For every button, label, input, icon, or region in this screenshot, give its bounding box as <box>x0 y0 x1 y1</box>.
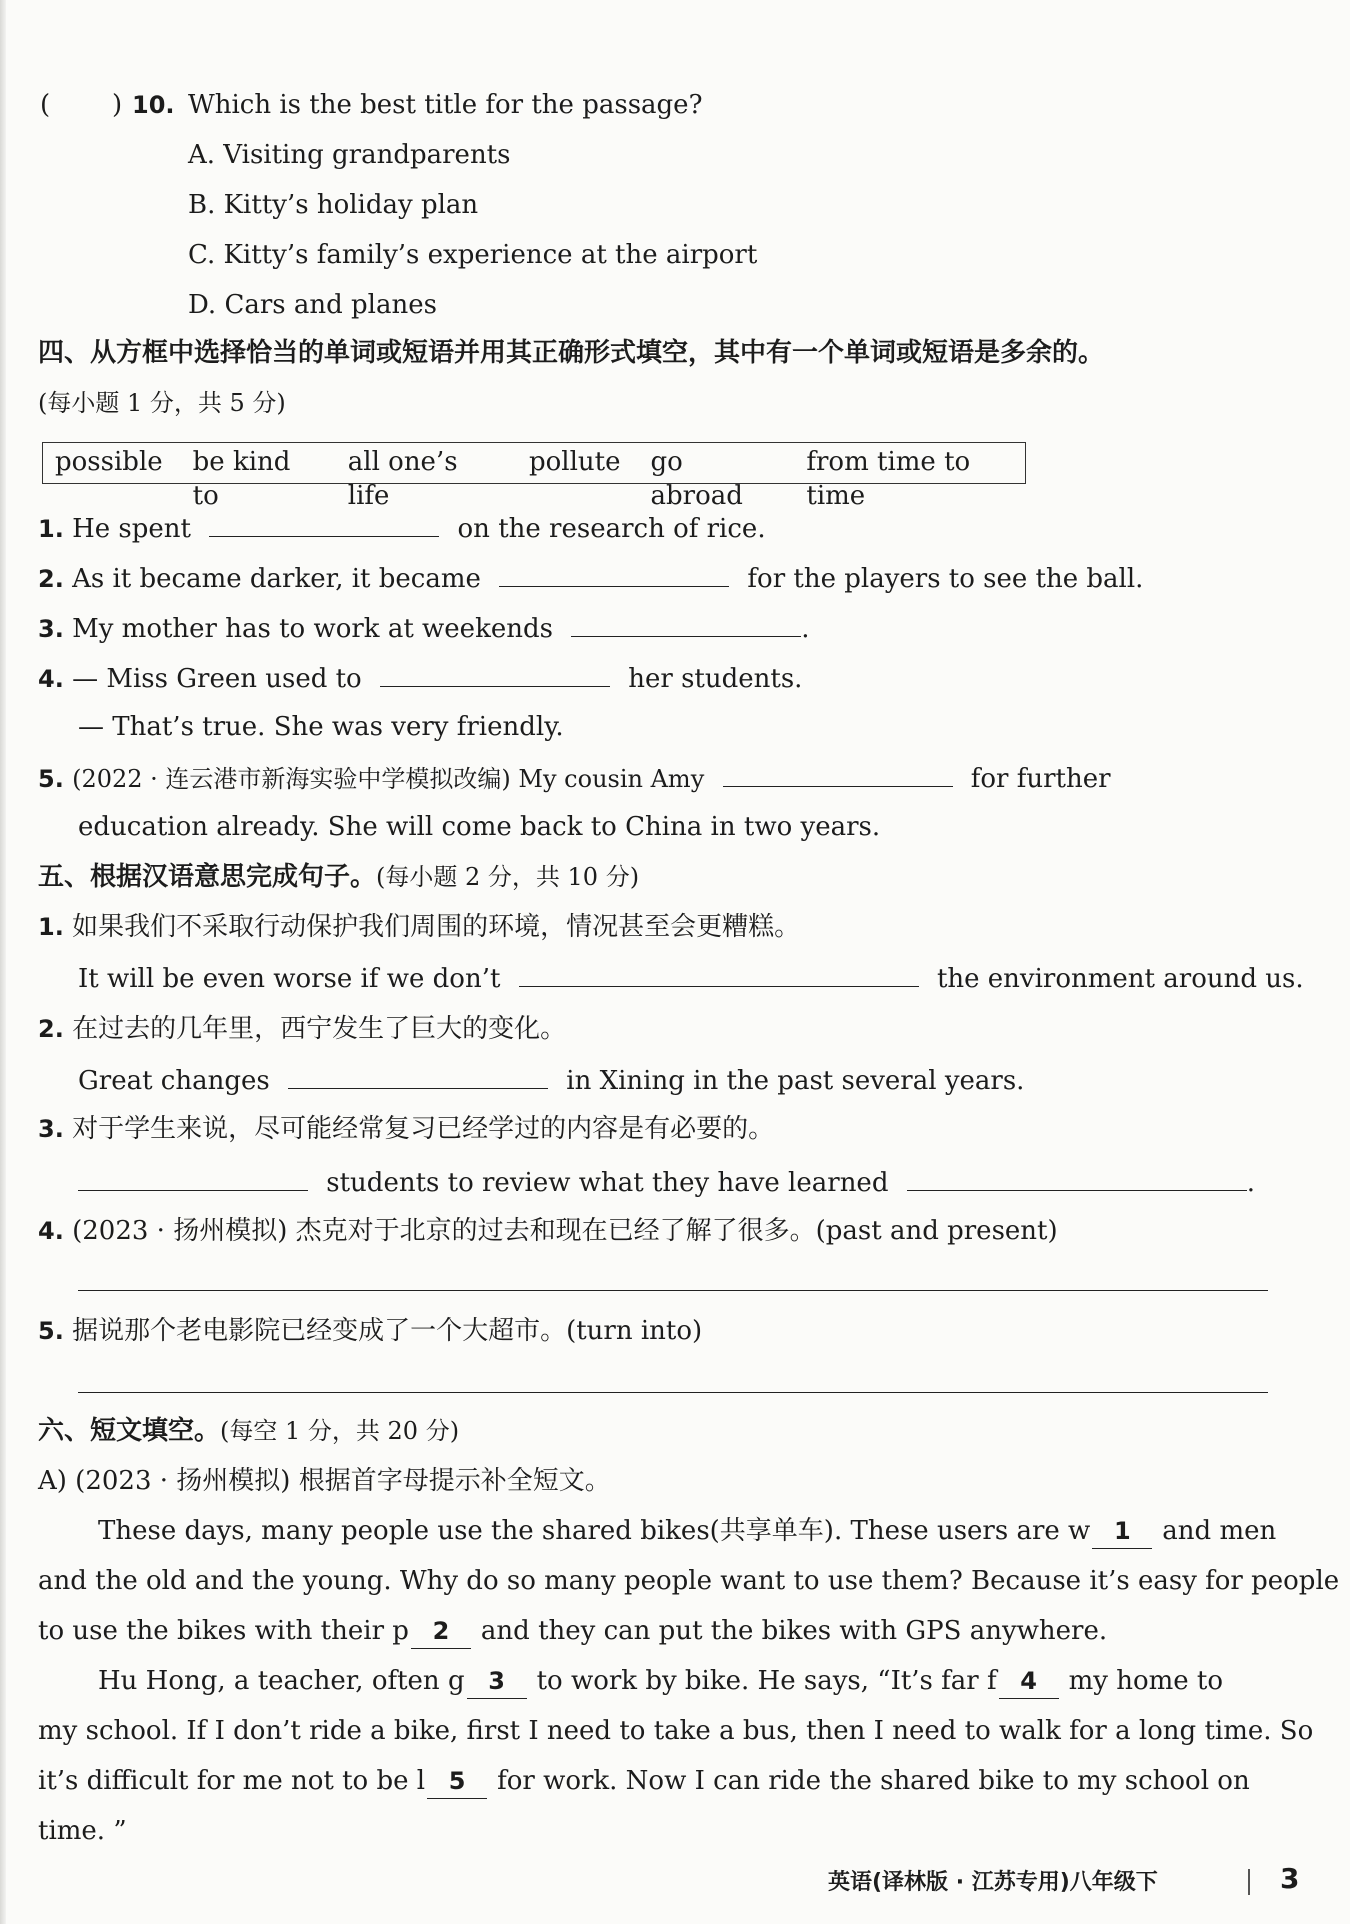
fill-blank[interactable] <box>499 560 729 587</box>
item-number: 2. <box>38 1015 64 1043</box>
item-number: 4. <box>38 665 64 693</box>
item-text-before: As it became darker, it became <box>72 564 481 594</box>
word-box <box>42 442 1026 511</box>
item-number: 3. <box>38 1115 64 1143</box>
q10-paren-close: ) <box>112 90 123 120</box>
passage-line-7: time. ” <box>38 1816 127 1846</box>
item-text-after: on the research of rice. <box>457 514 766 544</box>
word-option: all one’s life <box>347 447 458 511</box>
chinese-sentence: 对于学生来说，尽可能经常复习已经学过的内容是有必要的。 <box>72 1114 775 1144</box>
section4-score: (每小题 1 分，共 5 分) <box>38 389 286 417</box>
s4-item-1 <box>38 510 766 546</box>
fill-blank[interactable] <box>288 1062 548 1089</box>
item-number: 1. <box>38 515 64 543</box>
q10-paren-open: ( <box>40 90 51 120</box>
section6-title: 六、短文填空。 <box>38 1416 221 1446</box>
s4-item-4 <box>38 660 802 696</box>
q10-option-b: B. Kitty’s holiday plan <box>188 190 479 220</box>
page-number: 3 <box>1280 1862 1300 1895</box>
s4-item-2 <box>38 560 1143 596</box>
item-text-before: My mother has to work at weekends <box>72 614 553 644</box>
s5-item-3-zh <box>38 1112 774 1146</box>
chinese-sentence: 如果我们不采取行动保护我们周围的环境，情况甚至会更糟糕。 <box>72 912 801 942</box>
answer-line[interactable] <box>78 1392 1268 1393</box>
item-number: 2. <box>38 565 64 593</box>
s4-item-4-reply: — That’s true. She was very friendly. <box>78 712 564 742</box>
q10-number: 10. <box>132 91 175 119</box>
section5-title: 五、根据汉语意思完成句子。 <box>38 862 377 892</box>
item-number: 5. <box>38 765 64 793</box>
q10-question: Which is the best title for the passage? <box>188 90 703 120</box>
en-mid: students to review what they have learned <box>326 1168 889 1198</box>
s5-item-2-en <box>78 1062 1024 1098</box>
passage-text: it’s difficult for me not to be l <box>38 1766 426 1796</box>
fill-blank[interactable] <box>209 510 439 537</box>
s5-item-1-en <box>78 960 1304 996</box>
item-text-after: her students. <box>628 664 803 694</box>
s4-item-3 <box>38 610 809 646</box>
fill-blank[interactable] <box>907 1164 1247 1191</box>
passage-line-1 <box>98 1514 1276 1549</box>
passage-text: and men <box>1162 1516 1277 1546</box>
word-option: go abroad <box>650 447 743 511</box>
blank-1[interactable]: 1 <box>1092 1514 1152 1549</box>
fill-blank[interactable] <box>571 610 801 637</box>
blank-2[interactable]: 2 <box>411 1614 471 1649</box>
item-number: 3. <box>38 615 64 643</box>
item-text-after: . <box>801 614 810 644</box>
footer-divider <box>1248 1869 1250 1895</box>
q10-option-d: D. Cars and planes <box>188 290 437 320</box>
passage-line-6 <box>38 1764 1250 1799</box>
passage-text: These days, many people use the shared bikes(共享单车). These users are w <box>98 1516 1091 1546</box>
page-edge-shadow <box>0 0 6 1924</box>
fill-blank[interactable] <box>519 960 919 987</box>
en-after: in Xining in the past several years. <box>566 1066 1025 1096</box>
chinese-sentence: (2023 · 扬州模拟) 杰克对于北京的过去和现在已经了解了很多。(past and present) <box>72 1216 1058 1246</box>
word-option: pollute <box>528 447 621 477</box>
passage-line-2: and the old and the young. Why do so many people want to use them? Because it’s easy for people <box>38 1566 1340 1596</box>
passage-line-5: my school. If I don’t ride a bike, first I need to take a bus, then I need to walk for a long time. So <box>38 1716 1314 1746</box>
chinese-sentence: 据说那个老电影院已经变成了一个大超市。(turn into) <box>72 1316 703 1346</box>
s5-item-5-zh <box>38 1314 702 1348</box>
section5-score: (每小题 2 分，共 10 分) <box>376 863 640 891</box>
q10-option-a: A. Visiting grandparents <box>188 140 511 170</box>
item-text-before: (2022 · 连云港市新海实验中学模拟改编) My cousin Amy <box>72 765 705 793</box>
q10-option-c: C. Kitty’s family’s experience at the airport <box>188 240 758 270</box>
item-number: 1. <box>38 913 64 941</box>
chinese-sentence: 在过去的几年里，西宁发生了巨大的变化。 <box>72 1014 567 1044</box>
item-number: 5. <box>38 1317 64 1345</box>
footer-book-title: 英语(译林版 · 江苏专用)八年级下 <box>828 1870 1158 1895</box>
s5-item-4-zh <box>38 1214 1058 1248</box>
blank-3[interactable]: 3 <box>467 1664 527 1699</box>
word-option: from time to time <box>806 447 971 511</box>
item-number: 4. <box>38 1217 64 1245</box>
s4-item-5 <box>38 760 1111 796</box>
passage-text: my home to <box>1068 1666 1224 1696</box>
word-option: possible <box>55 447 163 477</box>
passage-text: and they can put the bikes with GPS anywhere. <box>480 1616 1108 1646</box>
en-before: Great changes <box>78 1066 270 1096</box>
passage-line-4 <box>98 1664 1223 1699</box>
section6-part-a: A) (2023 · 扬州模拟) 根据首字母提示补全短文。 <box>38 1466 611 1496</box>
s5-item-1-zh <box>38 910 800 944</box>
s5-item-3-en <box>78 1164 1255 1200</box>
section4-heading: 四、从方框中选择恰当的单词或短语并用其正确形式填空，其中有一个单词或短语是多余的。 <box>38 338 1105 368</box>
passage-text: to work by bike. He says, “It’s far f <box>536 1666 997 1696</box>
item-text-after: for further <box>970 764 1111 794</box>
blank-5[interactable]: 5 <box>427 1764 487 1799</box>
en-after: the environment around us. <box>936 964 1304 994</box>
item-text-before: He spent <box>72 514 191 544</box>
passage-text: to use the bikes with their p <box>38 1616 409 1646</box>
blank-4[interactable]: 4 <box>999 1664 1059 1699</box>
section6-score: (每空 1 分，共 20 分) <box>220 1417 460 1445</box>
section5-heading <box>38 860 639 894</box>
answer-line[interactable] <box>78 1290 1268 1291</box>
passage-text: for work. Now I can ride the shared bike to my school on <box>497 1766 1250 1796</box>
fill-blank[interactable] <box>380 660 610 687</box>
s4-item-5-cont: education already. She will come back to China in two years. <box>78 812 881 842</box>
passage-line-3 <box>38 1614 1107 1649</box>
s5-item-2-zh <box>38 1012 566 1046</box>
section6-heading <box>38 1414 459 1448</box>
passage-text: Hu Hong, a teacher, often g <box>98 1666 465 1696</box>
item-text-after: for the players to see the ball. <box>747 564 1144 594</box>
en-after: . <box>1246 1168 1255 1198</box>
fill-blank[interactable] <box>78 1164 308 1191</box>
item-text-before: — Miss Green used to <box>72 664 362 694</box>
en-before: It will be even worse if we don’t <box>78 964 501 994</box>
fill-blank[interactable] <box>723 760 953 787</box>
word-option: be kind to <box>192 447 291 511</box>
